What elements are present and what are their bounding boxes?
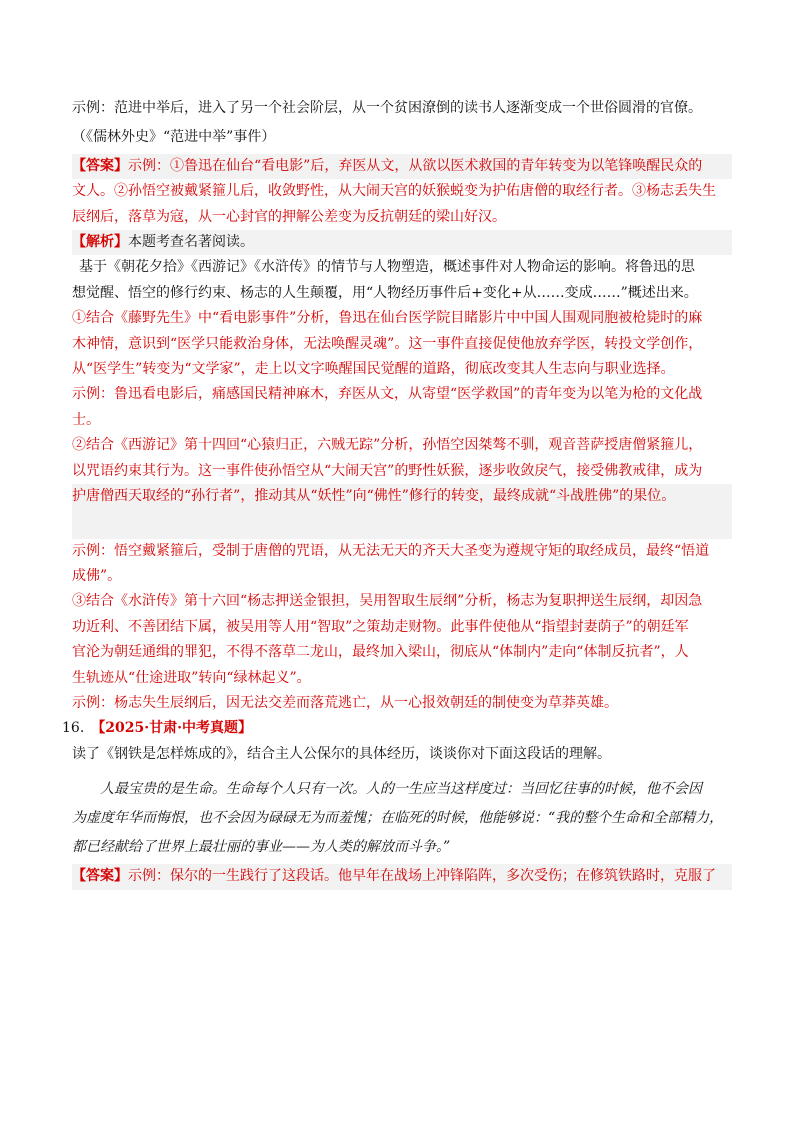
analysis-point-1: ①结合《藤野先生》中“看电影事件”分析，鲁迅在仙台医学院目睹影片中中国人围观同胞被枪毙时的麻 xyxy=(72,310,703,327)
analysis-example-2: 示例：悟空戴紧箍后，受制于唐僧的咒语，从无法无天的齐天大圣变为遵规守矩的取经成员，最终“悟道 xyxy=(72,542,710,559)
analysis-example-1: 士。 xyxy=(72,411,100,428)
question-number: 16. xyxy=(62,720,85,737)
answer-tag: 【答案】 xyxy=(72,868,128,885)
intro-source: （《儒林外史》“范进中举”事件） xyxy=(72,129,276,146)
page-content xyxy=(62,96,732,890)
analysis-point-1: 木神情，意识到“医学只能救治身体，无法唤醒灵魂”。这一事件直接促使他放弃学医，转投文学创作， xyxy=(72,335,703,352)
analysis-example-3: 示例：杨志失生辰纲后，因无法交差而落荒逃亡，从一心报效朝廷的制使变为草莽英雄。 xyxy=(72,694,618,711)
question-16-header xyxy=(62,716,732,741)
analysis-point-2: ②结合《西游记》第十四回“心猿归正，六贼无踪”分析，孙悟空因桀骜不驯，观音菩萨授唐僧紧箍儿， xyxy=(72,437,703,454)
analysis-example-1: 示例：鲁迅看电影后，痛感国民精神麻木，弃医从文，从寄望“医学救国”的青年变为以笔为枪的文化战 xyxy=(72,386,703,403)
analysis-point-1: 从“医学生”转变为“文学家”，走上以文字唤醒国民觉醒的道路，彻底改变其人生志向与职业选择。 xyxy=(72,361,675,378)
analysis-text: 本题考查名著阅读。 xyxy=(128,234,254,251)
question-source: 【2025·甘肃·中考真题】 xyxy=(91,720,252,737)
answer-text: 辰纲后，落草为寇，从一心封官的押解公差变为反抗朝廷的梁山好汉。 xyxy=(72,208,506,225)
analysis-point-3: 功近利、不善团结下属，被吴用等人用“智取”之策劫走财物。此事件使他从“指望封妻荫子”的朝廷军 xyxy=(72,618,689,635)
analysis-point-3: ③结合《水浒传》第十六回“杨志押送金银担，吴用智取生辰纲”分析，杨志为复职押送生辰纲，却因急 xyxy=(72,593,703,610)
analysis-point-2: 护唐僧西天取经的“孙行者”，推动其从“妖性”向“佛性”修行的转变，最终成就“斗战胜佛”的果位。 xyxy=(72,484,732,509)
quote-line: 都已经献给了世界上最壮丽的事业——为人类的解放而斗争。” xyxy=(72,839,451,856)
blank-gap xyxy=(72,510,732,539)
answer-text: 文人。②孙悟空被戴紧箍儿后，收敛野性，从大闹天宫的妖猴蜕变为护佑唐僧的取经行者。③杨志丢失生 xyxy=(72,183,716,200)
analysis-point-3: 官沦为朝廷通缉的罪犯，不得不落草二龙山，最终加入梁山，彻底从“体制内”走向“体制反抗者”，人 xyxy=(72,644,689,661)
question-16-answer xyxy=(72,864,732,889)
quote-gap xyxy=(72,767,732,775)
analysis-point-3: 生轨迹从“仕途进取”转向“绿林起义”。 xyxy=(72,669,311,686)
answer-text: 示例：保尔的一生践行了这段话。他早年在战场上冲锋陷阵，多次受伤；在修筑铁路时，克服了 xyxy=(128,868,716,885)
answer-line xyxy=(72,154,732,179)
analysis-paragraph: 基于《朝花夕拾》《西游记》《水浒传》的情节与人物塑造，概述事件对人物命运的影响。将鲁迅的思 xyxy=(79,259,695,276)
analysis-line xyxy=(72,230,732,255)
intro-example: 示例：范进中举后，进入了另一个社会阶层，从一个贫困潦倒的读书人逐渐变成一个世俗圆滑的官僚。 xyxy=(72,100,702,116)
analysis-point-2: 以咒语约束其行为。这一事件使孙悟空从“大闹天宫”的野性妖猴，逐步收敛戾气，接受佛教戒律，成为 xyxy=(72,462,703,479)
analysis-tag: 【解析】 xyxy=(72,234,128,251)
answer-text: 示例：①鲁迅在仙台“看电影”后，弃医从文，从欲以医术救国的青年转变为以笔锋唤醒民众的 xyxy=(128,157,703,174)
analysis-paragraph: 想觉醒、悟空的修行约束、杨志的人生颠覆，用“人物经历事件后+变化+从……变成……”概述出来。 xyxy=(72,284,698,301)
quote-line: 人最宝贵的是生命。生命每个人只有一次。人的一生应当这样度过：当回忆往事的时候，他不会因 xyxy=(100,781,702,798)
analysis-example-2: 成佛”。 xyxy=(72,567,122,584)
answer-tag: 【答案】 xyxy=(72,157,128,174)
quote-line: 为虚度年华而悔恨，也不会因为碌碌无为而羞愧；在临死的时候，他能够说：“我的整个生命和全部精力， xyxy=(72,810,724,827)
question-prompt: 读了《钢铁是怎样炼成的》，结合主人公保尔的具体经历，谈谈你对下面这段话的理解。 xyxy=(72,745,611,762)
